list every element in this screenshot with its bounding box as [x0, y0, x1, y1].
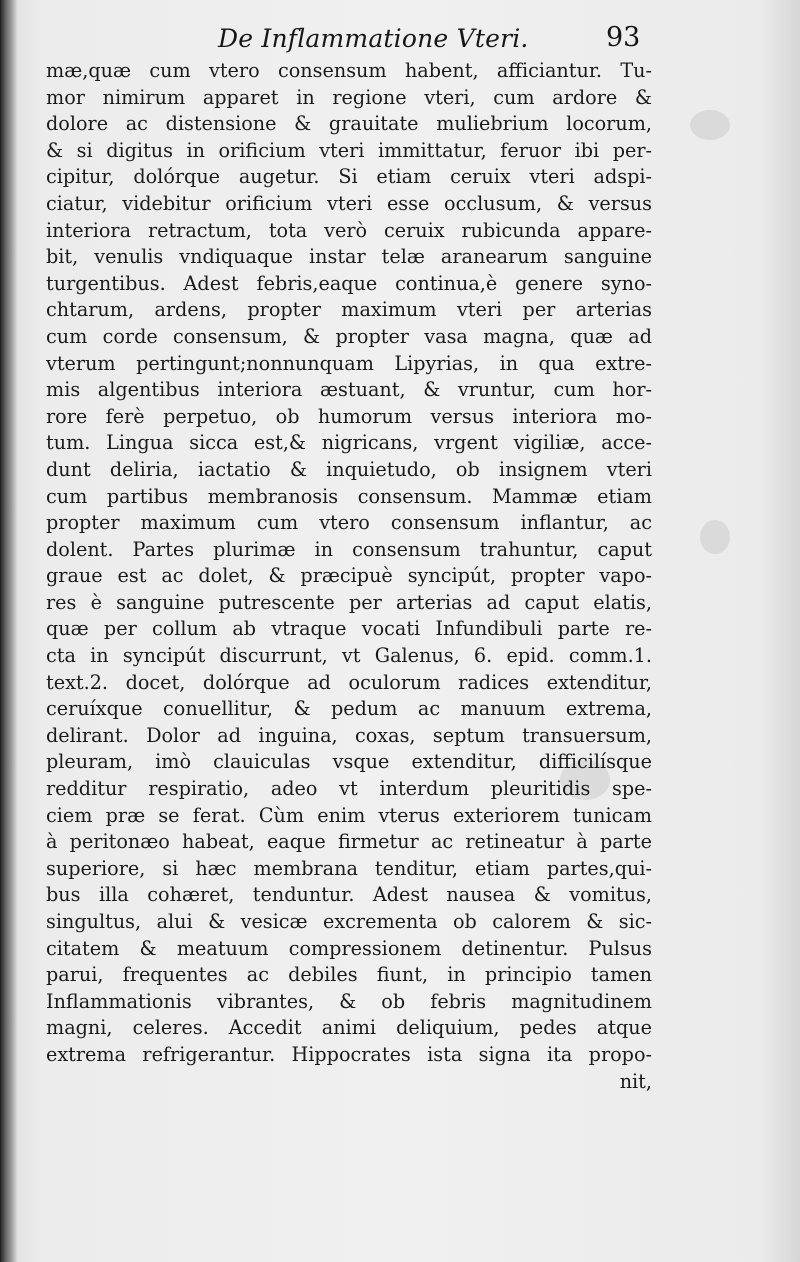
- text-line: à peritonæo habeat, eaque firmetur ac retineatur à parte: [46, 830, 652, 854]
- text-line: magni, celeres. Accedit animi deliquium, pedes atque: [46, 1016, 652, 1040]
- text-line: extrema refrigerantur. Hippocrates ista signa ita propo-: [46, 1042, 652, 1066]
- text-line: ciem præ se ferat. Cùm enim vterus exteriorem tunicam: [46, 803, 652, 827]
- text-line: bus illa cohæret, tenduntur. Adest nausea & vomitus,: [46, 883, 652, 907]
- text-line: pleuram, imò clauiculas vsque extenditur, difficilísque: [46, 750, 652, 774]
- text-line: redditur respiratio, adeo vt interdum pleuritidis spe-: [46, 777, 652, 801]
- text-line: ciatur, videbitur orificium vteri esse occlusum, & versus: [46, 191, 652, 215]
- text-line: ceruíxque conuellitur, & pedum ac manuum extrema,: [46, 697, 652, 721]
- text-line: quæ per collum ab vtraque vocati Infundibuli parte re-: [46, 617, 652, 641]
- text-line: mor nimirum apparet in regione vteri, cum ardore &: [46, 85, 652, 109]
- text-line: vterum pertingunt;nonnunquam Lipyrias, in qua extre-: [46, 351, 652, 375]
- text-line: mæ,quæ cum vtero consensum habent, afficiantur. Tu-: [46, 59, 652, 82]
- text-line: singultus, alui & vesicæ excrementa ob calorem & sic-: [46, 910, 652, 933]
- text-line: interiora retractum, tota verò ceruix rubicunda appare-: [46, 218, 652, 242]
- text-line: dolore ac distensione & grauitate muliebrium locorum,: [46, 112, 652, 136]
- text-line: cipitur, dolórque augetur. Si etiam ceruix vteri adspi-: [46, 165, 652, 189]
- text-line: parui, frequentes ac debiles fiunt, in principio tamen: [46, 963, 652, 987]
- page-gutter-shadow: [0, 0, 18, 1262]
- text-line: citatem & meatuum compressionem detinentur. Pulsus: [46, 936, 652, 960]
- text-line: res è sanguine putrescente per arterias ad caput elatis,: [46, 590, 652, 614]
- text-line: delirant. Dolor ad inguina, coxas, septum transuersum,: [46, 723, 652, 747]
- page-number: 93: [606, 22, 641, 53]
- text-line: & si digitus in orificium vteri immittatur, feruor ibi per-: [46, 138, 652, 162]
- text-line: graue est ac dolet, & præcipuè syncipút, propter vapo-: [46, 564, 652, 588]
- text-line: cum partibus membranosis consensum. Mammæ etiam: [46, 484, 652, 508]
- text-line: Inflammationis vibrantes, & ob febris magnitudinem: [46, 989, 652, 1013]
- text-line: dolent. Partes plurimæ in consensum trahuntur, caput: [46, 537, 652, 561]
- text-line: cta in syncipút discurrunt, vt Galenus, 6. epid. comm.1.: [46, 644, 652, 668]
- running-title: De Inflammatione Vteri.: [218, 24, 529, 53]
- text-line: mis algentibus interiora æstuant, & vruntur, cum hor-: [46, 378, 652, 402]
- text-line: chtarum, ardens, propter maximum vteri per arterias: [46, 298, 652, 322]
- text-line: cum corde consensum, & propter vasa magna, quæ ad: [46, 324, 652, 348]
- body-text: [46, 58, 766, 1095]
- text-line: rore ferè perpetuo, ob humorum versus interiora mo-: [46, 404, 652, 428]
- text-line: bit, venulis vndiquaque instar telæ aranearum sanguine: [46, 245, 652, 269]
- text-line: propter maximum cum vtero consensum inflantur, ac: [46, 511, 652, 535]
- text-line: turgentibus. Adest febris,eaque continua,è genere syno-: [46, 271, 652, 295]
- catchword: nit,: [619, 1069, 652, 1093]
- text-line: text.2. docet, dolórque ad oculorum radices extenditur,: [46, 670, 652, 694]
- text-line: dunt deliria, iactatio & inquietudo, ob insignem vteri: [46, 457, 652, 481]
- text-line: superiore, si hæc membrana tenditur, etiam partes,qui-: [46, 856, 652, 880]
- text-line: tum. Lingua sicca est,& nigricans, vrgent vigiliæ, acce-: [46, 431, 652, 455]
